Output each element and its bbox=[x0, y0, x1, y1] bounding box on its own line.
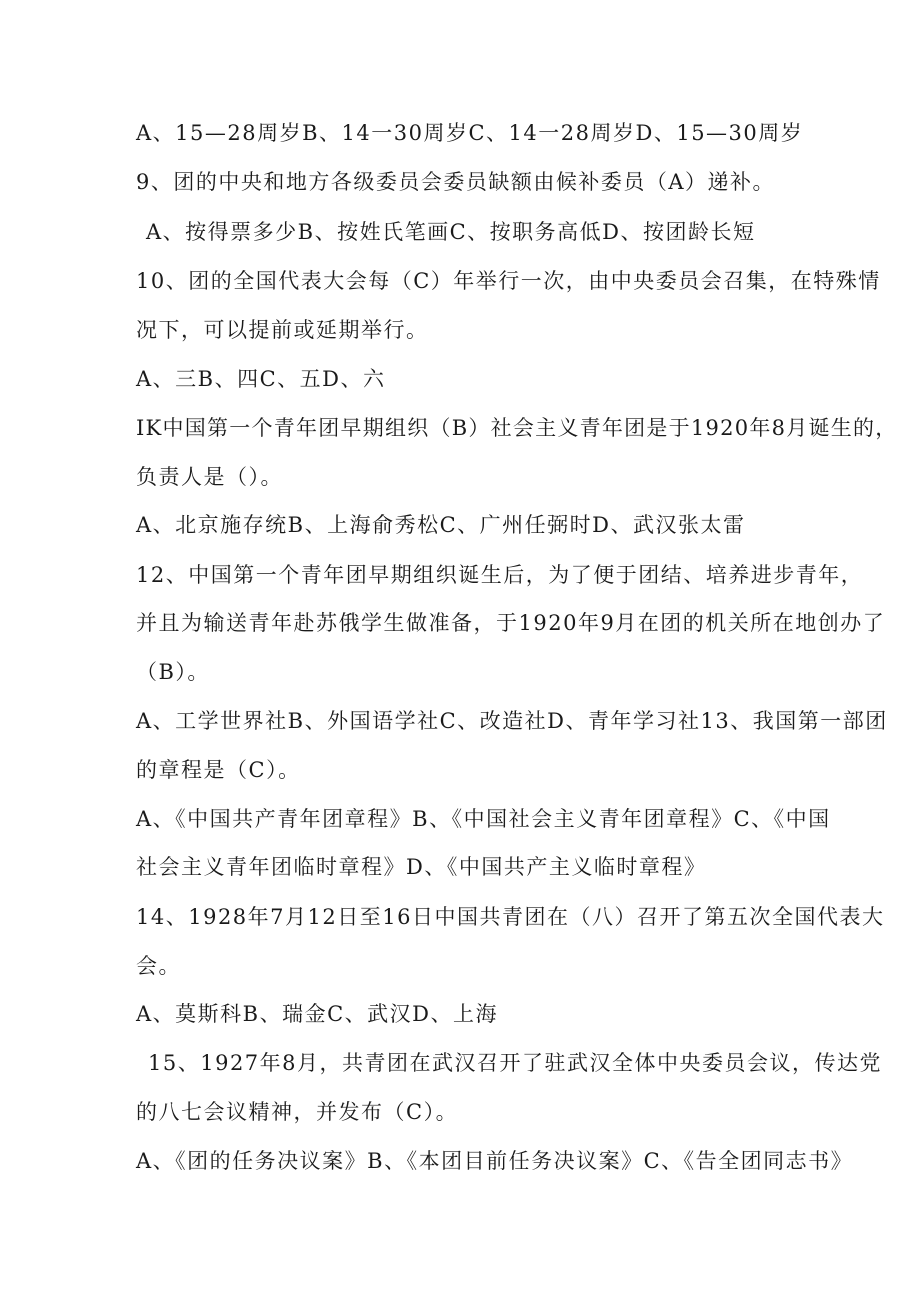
question-12-line-2: 并且为输送青年赴苏俄学生做准备，于1920年9月在团的机关所在地创办了 bbox=[136, 611, 886, 635]
question-13-line-2: 的章程是（C）。 bbox=[136, 758, 301, 782]
answer-options-q11: A、北京施存统B、上海俞秀松C、广州任弼时D、武汉张太雷 bbox=[136, 513, 746, 537]
question-14-line-1: 14、1928年7月12日至16日中国共青团在（八）召开了第五次全国代表大 bbox=[136, 905, 885, 929]
question-10-line-2: 况下，可以提前或延期举行。 bbox=[136, 318, 429, 342]
question-12-line-3: （B）。 bbox=[136, 660, 210, 684]
question-10-line-1: 10、团的全国代表大会每（C）年举行一次，由中央委员会召集，在特殊情 bbox=[136, 269, 881, 293]
question-15-line-2: 的八七会议精神，并发布（C）。 bbox=[136, 1100, 459, 1124]
question-15-line-1: 15、1927年8月，共青团在武汉召开了驻武汉全体中央委员会议，传达党 bbox=[148, 1051, 883, 1075]
question-12-line-1: 12、中国第一个青年团早期组织诞生后，为了便于团结、培养进步青年， bbox=[136, 563, 864, 587]
answer-options-q13-line-1: A、《中国共产青年团章程》B、《中国社会主义青年团章程》C、《中国 bbox=[136, 807, 831, 831]
answer-options-q15: A、《团的任务决议案》B、《本团目前任务决议案》C、《告全团同志书》 bbox=[136, 1149, 854, 1173]
answer-options-q12-and-question-13: A、工学世界社B、外国语学社C、改造社D、青年学习社13、我国第一部团 bbox=[136, 709, 888, 733]
question-11-line-1: IK中国第一个青年团早期组织（B）社会主义青年团是于1920年8月诞生的， bbox=[136, 416, 898, 440]
answer-options-q8: A、15—28周岁B、14一30周岁C、14一28周岁D、15—30周岁 bbox=[136, 121, 804, 145]
question-9: 9、团的中央和地方各级委员会委员缺额由候补委员（A）递补。 bbox=[136, 170, 776, 194]
question-11-line-2: 负责人是（）。 bbox=[136, 465, 283, 489]
answer-options-q9: A、按得票多少B、按姓氏笔画C、按职务高低D、按团龄长短 bbox=[146, 220, 756, 244]
answer-options-q13-line-2: 社会主义青年团临时章程》D、《中国共产主义临时章程》 bbox=[136, 855, 707, 879]
question-14-line-2: 会。 bbox=[136, 954, 181, 978]
answer-options-q14: A、莫斯科B、瑞金C、武汉D、上海 bbox=[136, 1002, 499, 1026]
answer-options-q10: A、三B、四C、五D、六 bbox=[136, 367, 386, 391]
